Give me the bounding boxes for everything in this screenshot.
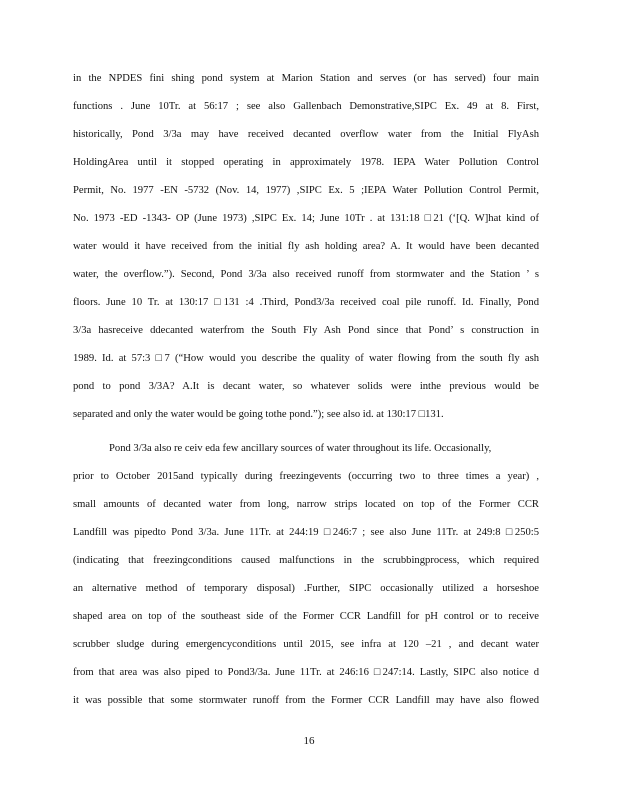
paragraph-last-line: separated and only the water would be going tothe pond.”); see also id. at 130:17 □131.	[73, 409, 444, 420]
text-line: from that area was also piped to Pond3/3a. June 11Tr. at 246:16 □247:14. Lastly, SIPC also notice d	[73, 667, 539, 678]
text-line: historically, Pond 3/3a may have received decanted overflow water from the Initial FlyAsh	[73, 129, 539, 140]
text-line: No. 1973 -ED -1343- OP (June 1973) ,SIPC Ex. 14; June 10Tr . at 131:18 □21 (‘[Q. W]hat kind of	[73, 213, 539, 224]
text-line: 1989. Id. at 57:3 □7 (“How would you describe the quality of water flowing from the south fly ash	[73, 353, 539, 364]
text-line: pond to pond 3/3A? A.It is decant water, so whatever solids were inthe previous would be	[73, 381, 539, 392]
text-line: an alternative method of temporary disposal) .Further, SIPC occasionally utilized a horseshoe	[73, 583, 539, 594]
text-line: water would it have received from the initial fly ash holding area? A. It would have been decanted	[73, 241, 539, 252]
text-line: shaped area on top of the southeast side of the Former CCR Landfill for pH control or to receive	[73, 611, 539, 622]
text-line: functions . June 10Tr. at 56:17 ; see also Gallenbach Demonstrative,SIPC Ex. 49 at 8. First,	[73, 101, 539, 112]
text-line: it was possible that some stormwater runoff from the Former CCR Landfill may have also flowed	[73, 695, 539, 706]
text-line: HoldingArea until it stopped operating in approximately 1978. IEPA Water Pollution Control	[73, 157, 539, 168]
text-line: floors. June 10 Tr. at 130:17 □131 :4 .Third, Pond3/3a received coal pile runoff. Id. Finally, Pond	[73, 297, 539, 308]
page-number: 16	[303, 735, 315, 747]
text-line: water, the overflow.”). Second, Pond 3/3a also received runoff from stormwater and the Station ’ s	[73, 269, 539, 280]
text-line: in the NPDES fini shing pond system at Marion Station and serves (or has served) four main	[73, 73, 539, 84]
paragraph-first-line: Pond 3/3a also re ceiv eda few ancillary sources of water throughout its life. Occasionally,	[109, 443, 492, 454]
text-line: prior to October 2015and typically during freezingevents (occurring two to three times a year) ,	[73, 471, 539, 482]
text-line: 3/3a hasreceive ddecanted waterfrom the South Fly Ash Pond since that Pond’ s construction in	[73, 325, 539, 336]
text-line: scrubber sludge during emergencyconditions until 2015, see infra at 120 –21 , and decant water	[73, 639, 539, 650]
text-line: (indicating that freezingconditions caused malfunctions in the scrubbingprocess, which required	[73, 555, 539, 566]
text-line: Permit, No. 1977 -EN -5732 (Nov. 14, 1977) ,SIPC Ex. 5 ;IEPA Water Pollution Control Permit,	[73, 185, 539, 196]
text-line: small amounts of decanted water from long, narrow strips located on top of the Former CCR	[73, 499, 539, 510]
text-line: Landfill was pipedto Pond 3/3a. June 11Tr. at 244:19 □246:7 ; see also June 11Tr. at 249:8 □250:5	[73, 527, 539, 538]
